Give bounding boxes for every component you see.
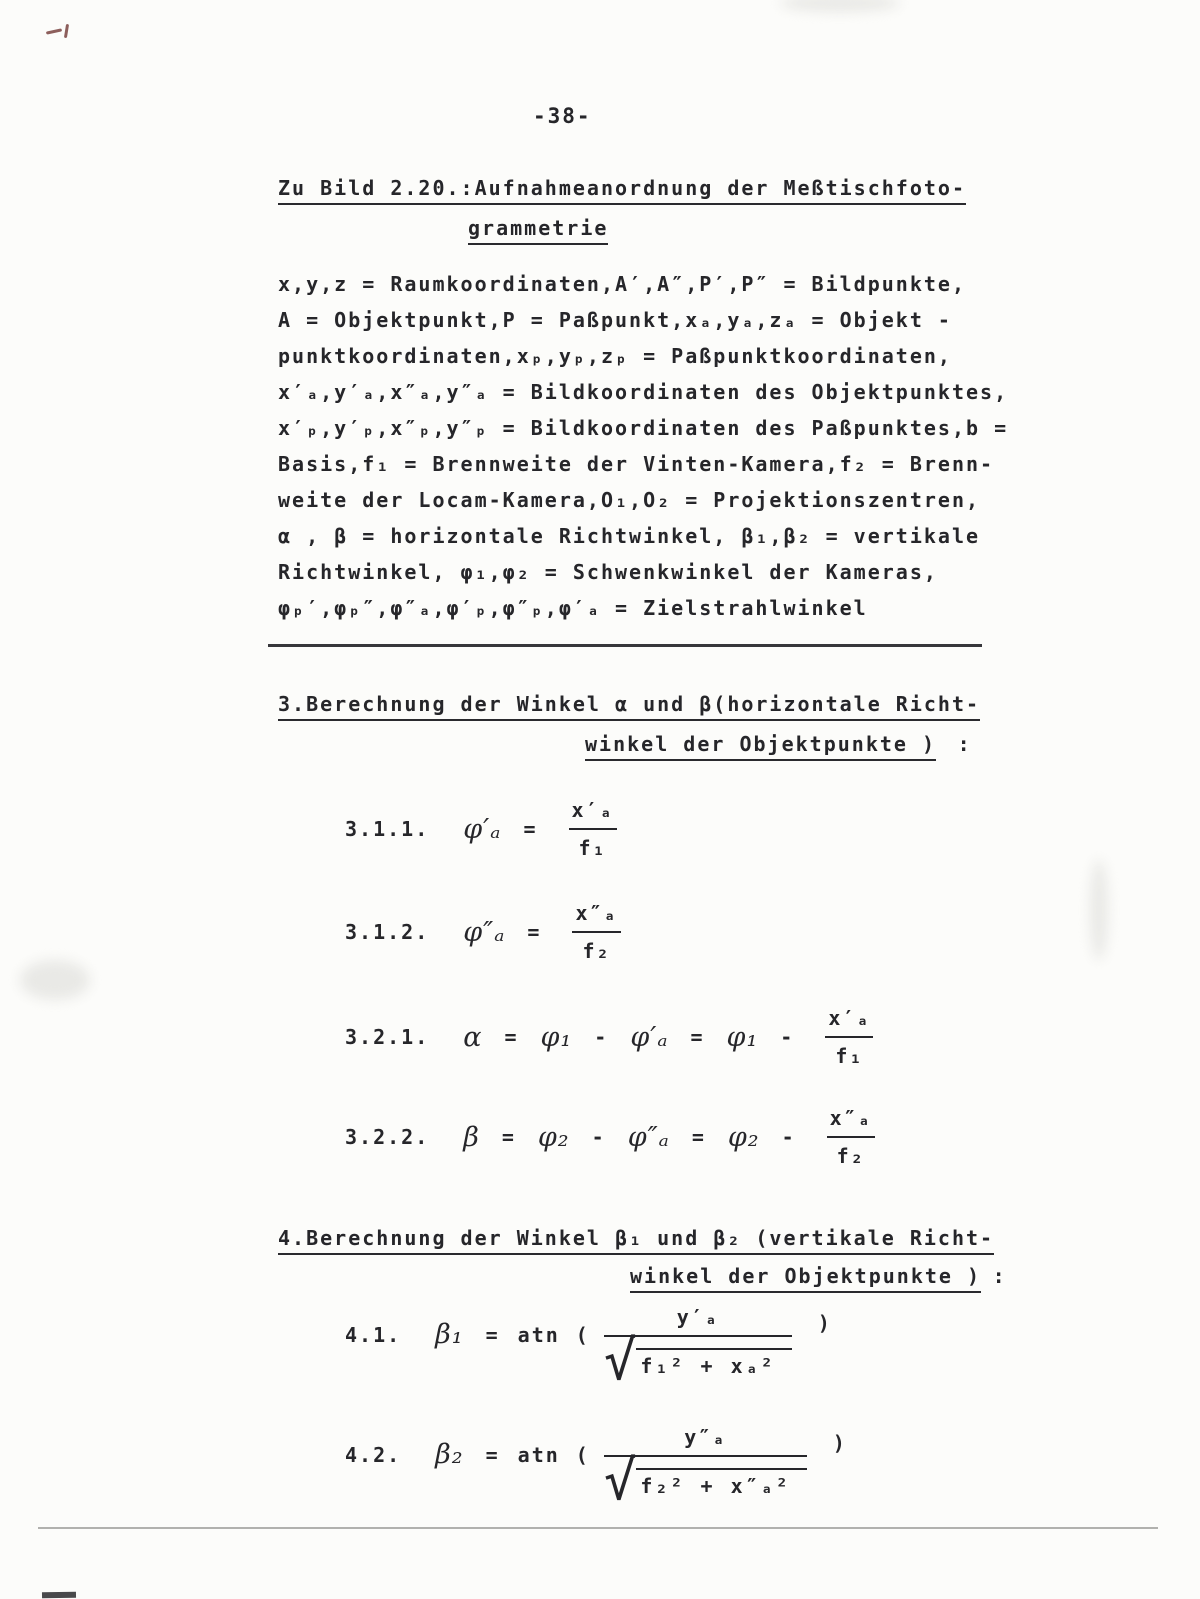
equals-sign: = xyxy=(690,1025,705,1049)
scan-artifact xyxy=(780,0,900,12)
fraction-denominator: f₁ xyxy=(569,828,617,860)
symbol-legend xyxy=(278,266,1008,626)
formula-number: 3.1.2. xyxy=(345,920,430,944)
fraction-denominator: f₂ xyxy=(572,931,620,963)
formula-3-2-1 xyxy=(345,1006,890,1068)
legend-line: A = Objektpunkt,P = Paßpunkt,xₐ,yₐ,zₐ = Objekt - xyxy=(278,308,952,332)
phi2-symbol: φ₂ xyxy=(727,1121,760,1153)
formula-number: 4.1. xyxy=(345,1322,402,1347)
open-paren: ( xyxy=(575,1442,588,1467)
page-number: -38- xyxy=(533,104,592,128)
close-paren: ) xyxy=(817,1310,830,1335)
minus-sign: - xyxy=(594,1025,609,1049)
formula-3-1-2 xyxy=(345,901,638,963)
formula-4-2 xyxy=(345,1415,845,1512)
section3-heading-line2-text: winkel der Objektpunkte ) xyxy=(585,732,936,761)
fraction-numerator: x″ₐ xyxy=(829,1106,872,1130)
equals-sign: = xyxy=(523,817,538,841)
phi-a-symbol: φ″ₐ xyxy=(627,1121,670,1153)
square-root-icon: √ xyxy=(603,1329,637,1392)
alpha-symbol: α xyxy=(463,1021,483,1053)
scan-edge-line xyxy=(38,1527,1158,1529)
formula-3-2-2 xyxy=(345,1106,892,1168)
legend-line: Basis,f₁ = Brennweite der Vinten-Kamera,f₂ = Brenn- xyxy=(278,452,995,476)
equals-sign: = xyxy=(485,1322,500,1347)
fraction-numerator: x′ₐ xyxy=(828,1006,871,1030)
minus-sign: - xyxy=(780,1025,795,1049)
minus-sign: - xyxy=(591,1125,606,1149)
formula-lhs-phi: φ″ₐ xyxy=(463,916,506,948)
fraction-numerator: x″ₐ xyxy=(575,901,618,925)
beta1-symbol: β₁ xyxy=(435,1319,464,1350)
pen-mark-stroke xyxy=(64,24,69,38)
section4-heading-colon: : xyxy=(992,1264,1007,1288)
scan-artifact xyxy=(1090,860,1108,960)
formula-number: 4.2. xyxy=(345,1442,402,1467)
fraction-denominator: f₂ xyxy=(827,1136,875,1168)
formula-number: 3.1.1. xyxy=(345,817,430,841)
equals-sign: = xyxy=(485,1442,500,1467)
legend-line: x′ₐ,y′ₐ,x″ₐ,y″ₐ = Bildkoordinaten des Objektpunktes, xyxy=(278,380,1009,404)
figure-caption-title-line2: grammetrie xyxy=(468,216,608,245)
square-root-icon: √ xyxy=(603,1449,637,1512)
formula-lhs-phi: φ′ₐ xyxy=(463,813,502,845)
minus-sign: - xyxy=(781,1125,796,1149)
legend-line: x′ₚ,y′ₚ,x″ₚ,y″ₚ = Bildkoordinaten des Paßpunktes,b = xyxy=(278,416,1009,440)
open-paren: ( xyxy=(575,1322,588,1347)
fraction-denominator xyxy=(603,1449,807,1512)
formula-number: 3.2.2. xyxy=(345,1125,430,1149)
section4-heading-line2-text: winkel der Objektpunkte ) xyxy=(630,1264,981,1293)
scan-corner-mark xyxy=(42,1592,76,1599)
formula-4-1 xyxy=(345,1295,830,1392)
formula-number: 3.2.1. xyxy=(345,1025,430,1049)
fraction-denominator: f₁ xyxy=(825,1036,873,1068)
legend-line: Richtwinkel, φ₁,φ₂ = Schwenkwinkel der Kameras, xyxy=(278,560,938,584)
equals-sign: = xyxy=(501,1125,516,1149)
section4-heading-line1: 4.Berechnung der Winkel β₁ und β₂ (vertikale Richt- xyxy=(278,1226,994,1255)
section3-heading-line1: 3.Berechnung der Winkel α und β(horizontale Richt- xyxy=(278,692,980,721)
radicand: f₂² + x″ₐ² xyxy=(636,1468,806,1500)
scan-artifact xyxy=(20,960,90,1000)
figure-caption-title-line1: Zu Bild 2.20.:Aufnahmeanordnung der Meßtischfoto- xyxy=(278,176,966,205)
pen-mark-tilde xyxy=(46,28,62,34)
phi-a-symbol: φ′ₐ xyxy=(630,1021,669,1053)
fraction xyxy=(565,901,627,963)
legend-line: weite der Locam-Kamera,O₁,O₂ = Projektionszentren, xyxy=(278,488,981,512)
fraction xyxy=(818,1006,880,1068)
phi1-symbol: φ₁ xyxy=(540,1021,573,1053)
fraction xyxy=(561,798,623,860)
horizontal-rule xyxy=(268,644,982,647)
atn-function: atn xyxy=(517,1322,560,1347)
beta2-symbol: β₂ xyxy=(435,1439,464,1470)
fraction-with-radical xyxy=(603,1425,807,1512)
fraction-denominator xyxy=(603,1329,792,1392)
beta-symbol: β xyxy=(463,1121,480,1153)
legend-line: punktkoordinaten,xₚ,yₚ,zₚ = Paßpunktkoordinaten, xyxy=(278,344,952,368)
formula-3-1-1 xyxy=(345,798,634,860)
fraction-numerator: x′ₐ xyxy=(571,798,614,822)
equals-sign: = xyxy=(527,920,542,944)
fraction-numerator: y″ₐ xyxy=(684,1425,727,1449)
section3-heading-line2 xyxy=(585,732,972,756)
legend-line: φₚ′,φₚ″,φ″ₐ,φ′ₚ,φ″ₚ,φ′ₐ = Zielstrahlwinkel xyxy=(278,596,868,620)
section4-heading-line2 xyxy=(630,1264,1007,1288)
legend-line: α , β = horizontale Richtwinkel, β₁,β₂ = vertikale xyxy=(278,524,981,548)
fraction-numerator: y′ₐ xyxy=(676,1305,719,1329)
equals-sign: = xyxy=(691,1125,706,1149)
atn-function: atn xyxy=(517,1442,560,1467)
fraction xyxy=(820,1106,882,1168)
radicand: f₁² + xₐ² xyxy=(636,1348,791,1380)
close-paren: ) xyxy=(832,1430,845,1455)
phi2-symbol: φ₂ xyxy=(537,1121,570,1153)
equals-sign: = xyxy=(504,1025,519,1049)
phi1-symbol: φ₁ xyxy=(726,1021,759,1053)
legend-line: x,y,z = Raumkoordinaten,A′,A″,P′,P″ = Bildpunkte, xyxy=(278,272,967,296)
section3-heading-colon: : xyxy=(957,732,972,756)
fraction-with-radical xyxy=(603,1305,792,1392)
